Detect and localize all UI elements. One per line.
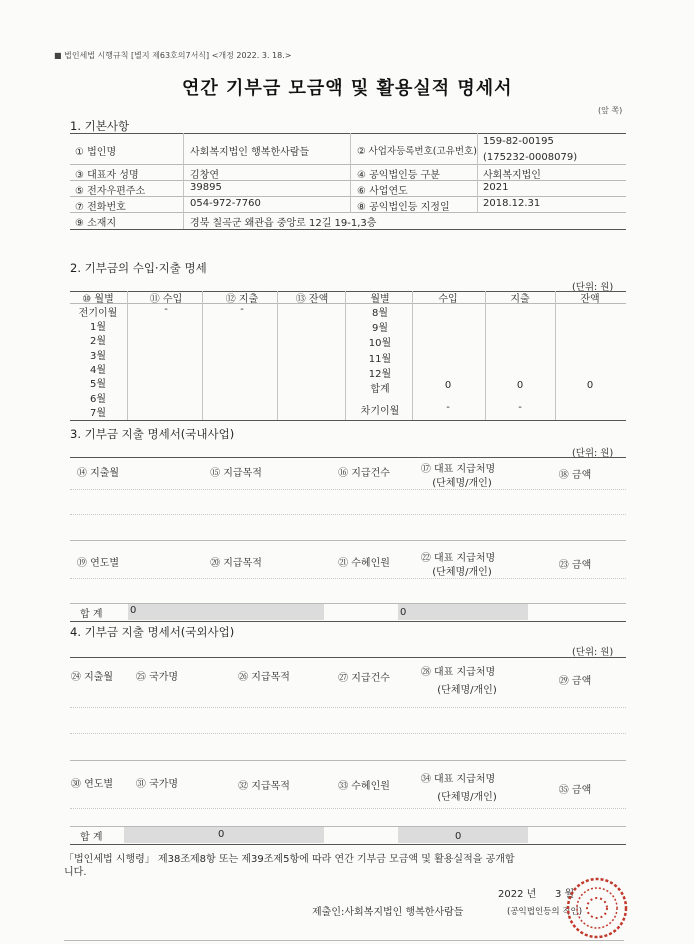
h15: ⑮ 지급목적 [210, 468, 262, 479]
submitter: 제출인:사회복지법인 행복한사람들 [312, 907, 464, 918]
phone-label: ⑦ 전화번호 [75, 202, 126, 213]
email-value: 39895 [190, 182, 222, 193]
left-month-row: 1월 [89, 322, 107, 333]
h28a: ㉘ 대표 지급처명 [420, 667, 496, 678]
total-balance: 0 [586, 380, 594, 391]
h35: ㉟ 금액 [558, 785, 592, 796]
h17b: (단체명/개인) [432, 478, 492, 489]
total-income: 0 [444, 380, 452, 391]
h28b: (단체명/개인) [437, 685, 497, 696]
fiscal-year-label: ⑥ 사업연도 [357, 186, 408, 197]
h2-income: 수입 [438, 294, 458, 305]
left-month-row: 4월 [89, 364, 107, 376]
right-month-row: 11월 [368, 353, 392, 365]
h22a: ㉒ 대표 지급처명 [420, 553, 496, 564]
page-title: 연간 기부금 모금액 및 활용실적 명세서 [182, 78, 513, 99]
h21: ㉑ 수혜인원 [338, 558, 390, 569]
section3-title: 3. 기부금 지출 명세서(국내사업) [70, 427, 235, 441]
address-label: ⑨ 소재지 [75, 218, 117, 229]
right-month-row: 12월 [368, 368, 392, 380]
page-side-label: (앞 쪽) [598, 106, 623, 115]
left-month-row: 6월 [89, 393, 107, 405]
h-expense: ⑫ 지출 [225, 294, 259, 305]
statement-line-1: 「법인세법 시행령」 제38조제8항 또는 제39조제5항에 따라 연간 기부금 모금액 및 활용실적을 공개합 [64, 854, 515, 865]
domestic-total-label: 합 계 [80, 609, 103, 620]
h26: ㉖ 지급목적 [238, 672, 290, 683]
overseas-total-right: 0 [455, 831, 462, 842]
h31: ㉛ 국가명 [135, 779, 179, 790]
form-header-note: ■ 법인세법 시행규칙 [별지 제63호의7서식] <개정 2022. 3. 18.> [54, 51, 292, 60]
email-label: ⑤ 전자우편주소 [75, 186, 146, 197]
overseas-total-left: 0 [218, 829, 225, 840]
h14: ⑭ 지출월 [76, 468, 120, 479]
prev-carry-label: 전기이월 [78, 308, 118, 319]
left-month-row: 2월 [89, 336, 107, 348]
rep-label: ③ 대표자 성명 [75, 170, 139, 181]
reg-no-value: 159-82-00195 [483, 136, 554, 147]
section4-unit: (단위: 원) [572, 647, 614, 658]
h19: ⑲ 연도별 [76, 558, 120, 569]
h2-month: 월별 [370, 294, 390, 305]
h-income: ⑪ 수입 [149, 294, 183, 305]
rep-value: 김창연 [190, 170, 219, 181]
h23: ㉓ 금액 [558, 560, 592, 571]
designated-label: ⑧ 공익법인등 지정일 [357, 202, 450, 213]
next-carry-expense: - [518, 402, 522, 413]
right-month-row: 10월 [368, 338, 392, 350]
next-carry-income: - [446, 402, 450, 413]
h18: ⑱ 금액 [558, 470, 592, 481]
statement-line-2: 니다. [64, 867, 87, 878]
h16: ⑯ 지급건수 [338, 468, 390, 479]
section3-unit: (단위: 원) [572, 448, 614, 459]
h-month: ⑩ 월별 [82, 294, 114, 305]
section2-title: 2. 기부금의 수입·지출 명세 [70, 261, 207, 275]
section4-title: 4. 기부금 지출 명세서(국외사업) [70, 625, 235, 639]
right-month-row: 8월 [371, 308, 389, 319]
total-label: 합계 [370, 384, 390, 395]
h24: ㉔ 지출월 [70, 672, 114, 683]
h33: ㉝ 수혜인원 [338, 781, 390, 792]
fiscal-year-value: 2021 [483, 182, 509, 193]
h32: ㉜ 지급목적 [238, 781, 290, 792]
h17a: ⑰ 대표 지급처명 [420, 464, 496, 475]
h-balance: ⑬ 잔액 [295, 294, 329, 305]
type-label: ④ 공익법인등 구분 [357, 170, 440, 181]
submitter-note: (공익법인등의 직인) [507, 907, 583, 917]
h29: ㉙ 금액 [558, 676, 592, 687]
date-year: 2022 년 [498, 889, 537, 900]
prev-carry-expense: - [240, 304, 244, 315]
h20: ⑳ 지급목적 [210, 558, 262, 569]
h22b: (단체명/개인) [432, 567, 492, 578]
h25: ㉕ 국가명 [135, 672, 179, 683]
date-month: 3 월 [555, 889, 575, 900]
h2-balance: 잔액 [580, 294, 600, 305]
h34a: ㉞ 대표 지급처명 [420, 774, 496, 785]
next-carry-label: 차기이월 [360, 406, 400, 417]
left-month-row: 7월 [89, 407, 107, 419]
phone-value: 054-972-7760 [190, 198, 261, 209]
h34b: (단체명/개인) [437, 792, 497, 803]
right-month-row: 9월 [371, 323, 389, 335]
section1-title: 1. 기본사항 [70, 119, 130, 133]
prev-carry-income: - [164, 304, 168, 315]
h30: ㉚ 연도별 [70, 779, 114, 790]
h27: ㉗ 지급건수 [338, 673, 390, 684]
unique-no-value: (175232-0008079) [483, 152, 578, 163]
address-value: 경북 칠곡군 왜관읍 중앙로 12길 19-1,3층 [190, 218, 377, 229]
left-month-row: 3월 [89, 350, 107, 362]
reg-no-label: ② 사업자등록번호(고유번호) [357, 146, 477, 157]
corp-name-value: 사회복지법인 행복한사람들 [190, 147, 310, 158]
corp-name-label: ① 법인명 [75, 147, 117, 158]
section2-unit: (단위: 원) [572, 282, 614, 293]
type-value: 사회복지법인 [483, 170, 541, 181]
total-expense: 0 [516, 380, 524, 391]
official-seal-icon [565, 876, 629, 940]
designated-value: 2018.12.31 [483, 198, 541, 209]
left-month-row: 5월 [89, 379, 107, 391]
overseas-total-label: 합 계 [80, 832, 103, 843]
domestic-total-left: 0 [130, 605, 137, 616]
h2-expense: 지출 [510, 294, 530, 305]
domestic-total-right: 0 [400, 607, 407, 618]
